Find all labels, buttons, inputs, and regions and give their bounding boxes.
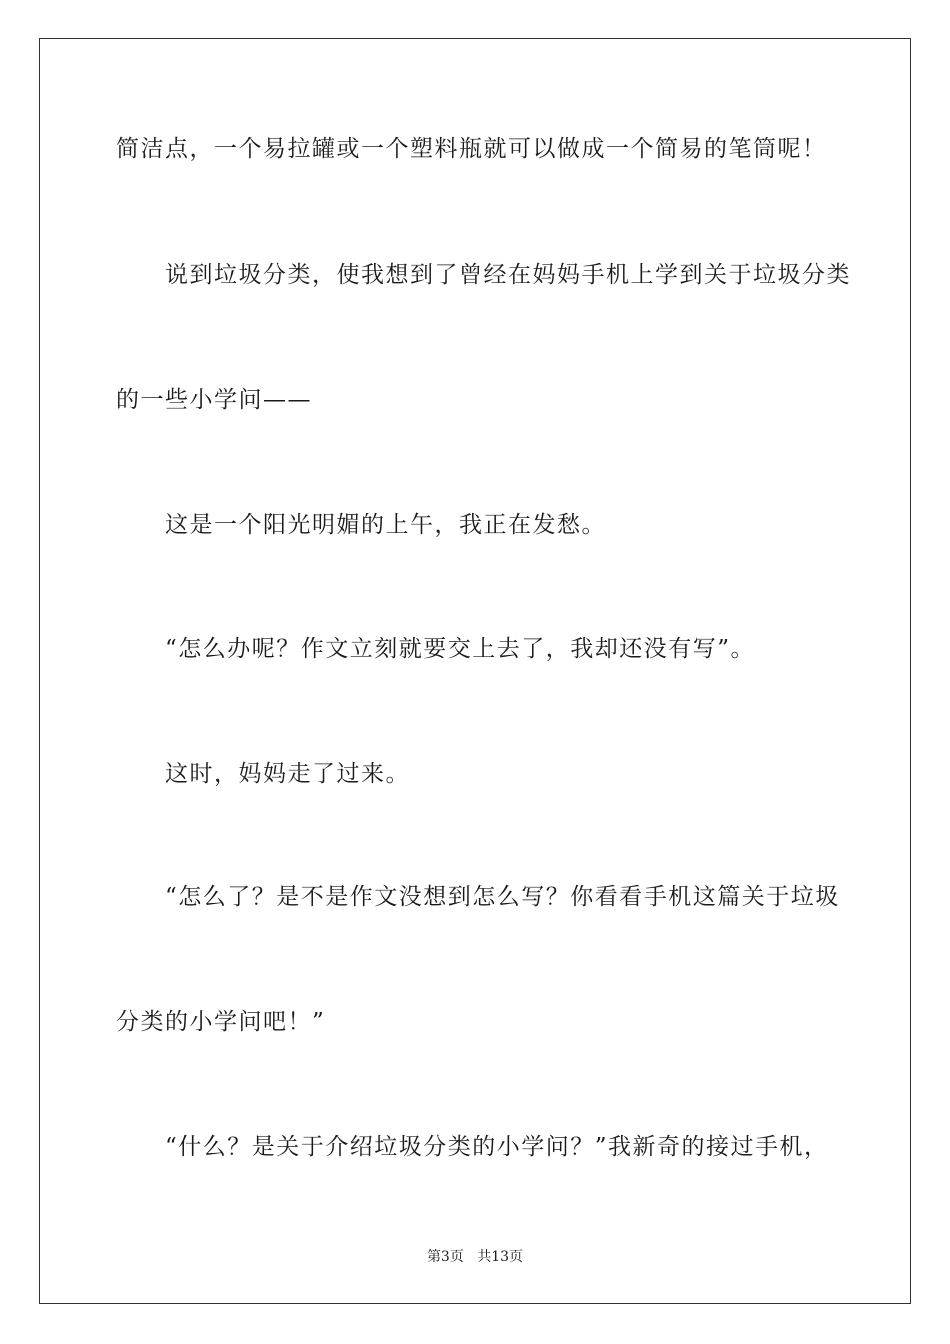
page-border: [39, 38, 911, 1304]
page-number: 第3页: [426, 1249, 464, 1265]
text-line-8: 分类的小学问吧！”: [116, 1009, 326, 1035]
page-footer: [0, 1248, 950, 1266]
text-line-7: “怎么了？是不是作文没想到怎么写？你看看手机这篇关于垃圾: [165, 884, 840, 910]
text-line-4: 这是一个阳光明媚的上午，我正在发愁。: [165, 512, 606, 538]
text-line-6: 这时，妈妈走了过来。: [165, 761, 410, 787]
text-line-2: 说到垃圾分类，使我想到了曾经在妈妈手机上学到关于垃圾分类: [165, 262, 851, 288]
text-line-3: 的一些小学问——: [116, 387, 312, 413]
text-line-9: “什么？是关于介绍垃圾分类的小学问？”我新奇的接过手机，: [165, 1134, 829, 1160]
page-total: 共13页: [477, 1249, 524, 1265]
text-line-5: “怎么办呢？作文立刻就要交上去了，我却还没有写”。: [165, 636, 756, 662]
text-line-1: 简洁点，一个易拉罐或一个塑料瓶就可以做成一个简易的笔筒呢！: [116, 136, 827, 162]
